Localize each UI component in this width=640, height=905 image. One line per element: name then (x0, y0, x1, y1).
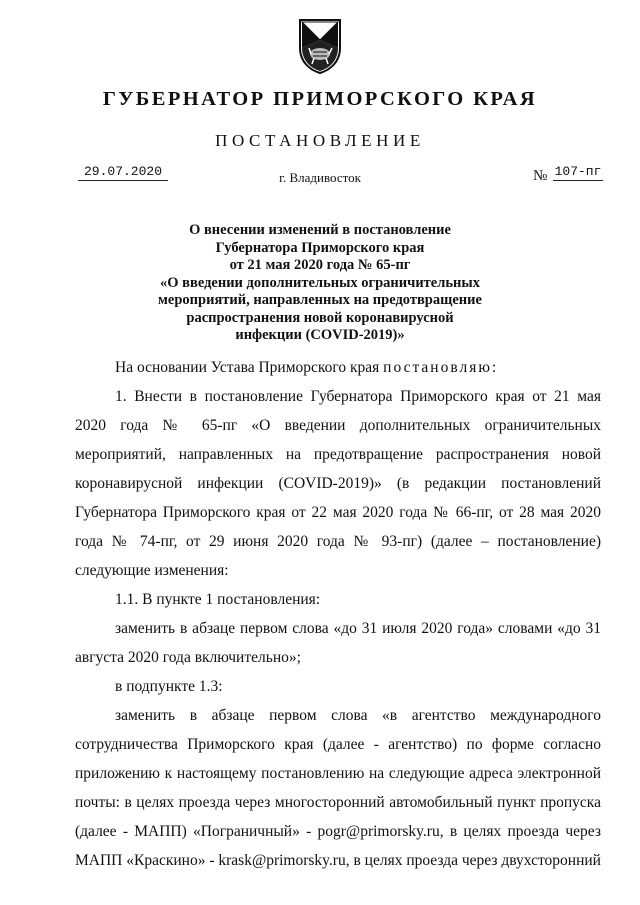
title-line: мероприятий, направленных на предотвращение (158, 292, 482, 308)
document-type: ПОСТАНОВЛЕНИЕ (215, 131, 425, 150)
document-date: 29.07.2020 (78, 164, 168, 181)
title-line: распространения новой коронавирусной (186, 309, 454, 326)
body-paragraph: в подпункте 1.3: (115, 678, 223, 695)
body-paragraph: 1. Внести в постановление Губернатора Приморского края от 21 мая 2020 года № 65-пг «О введении дополнительных ограничительных мероприятий, направленных на предотвращение распространения новой коронавирусной инфекции (COVID-2019)» (в редакции постановлений Губернатора Приморского края от 22 мая 2020 года № 66-пг, от 28 мая 2020 года № 74-пг, от 29 июня 2020 года № 93-пг) (далее – постановление) следующие изменения: (75, 388, 601, 579)
preamble-text: На основании Устава Приморского края (115, 359, 384, 376)
preamble-verb: постановляю (383, 359, 492, 376)
document-title (100, 222, 540, 345)
document-number: 107-пг (554, 164, 602, 179)
body-paragraph: заменить в абзаце первом слова «до 31 июля 2020 года» словами «до 31 августа 2020 года включительно»; (75, 620, 601, 666)
title-line: Губернатора Приморского края (215, 239, 425, 256)
body-paragraph: заменить в абзаце первом слова «в агентство международного сотрудничества Приморского края (далее - агентство) по форме согласно приложению к настоящему постановлению на следующие адреса электронной почты: в целях проезда через многосторонний автомобильный пункт пропуска (далее - МАПП) «Пограничный» - pogr@primorsky.ru, в целях проезда через МАПП «Краскино» - krask@primorsky.ru, в целях проезда через двухсторонний (75, 707, 601, 869)
title-line: О внесении изменений в постановление (189, 222, 451, 238)
preamble-paragraph (75, 353, 601, 382)
title-line: от 21 мая 2020 года № 65-пг (229, 257, 411, 273)
body-paragraph: 1.1. В пункте 1 постановления: (115, 591, 321, 608)
coat-of-arms-icon (298, 18, 342, 74)
document-city: г. Владивосток (279, 170, 361, 185)
authority-title: ГУБЕРНАТОР ПРИМОРСКОГО КРАЯ (102, 88, 538, 110)
title-line: «О введении дополнительных ограничительных (160, 274, 480, 291)
preamble-colon: : (491, 359, 497, 376)
title-line: инфекции (COVID-2019)» (235, 327, 405, 343)
document-body (75, 353, 601, 875)
number-sign: № (533, 168, 548, 184)
